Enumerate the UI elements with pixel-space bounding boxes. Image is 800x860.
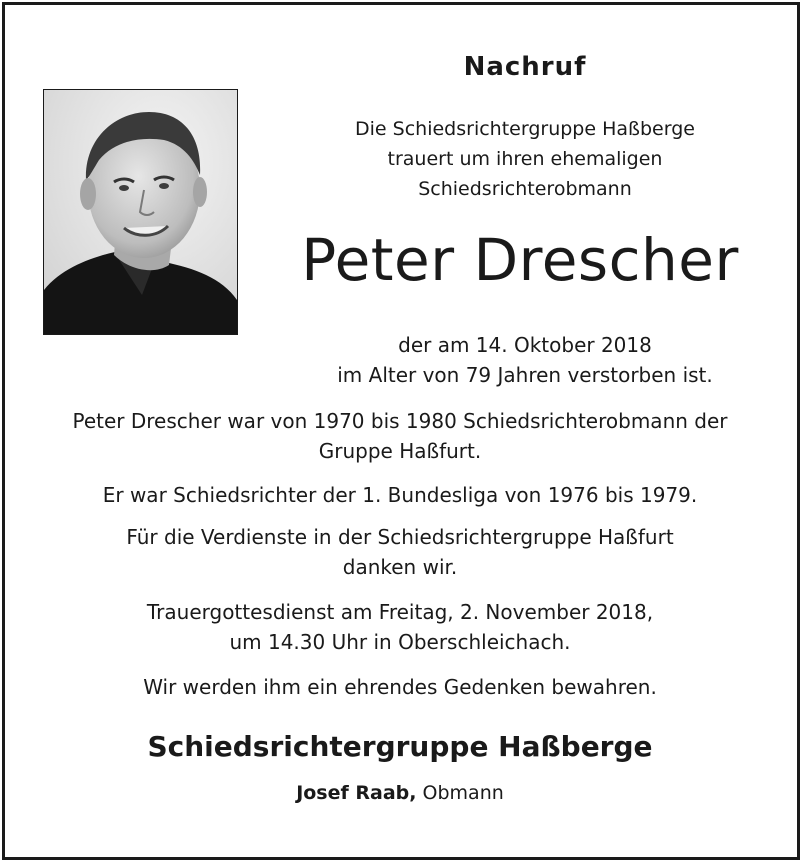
deceased-name: Peter Drescher <box>301 226 739 294</box>
thanks-paragraph <box>0 522 800 582</box>
paragraph-line: um 14.30 Uhr in Oberschleichach. <box>229 630 571 654</box>
paragraph-line: danken wir. <box>342 555 458 579</box>
intro-line: Die Schiedsrichtergruppe Haßberge <box>355 118 695 140</box>
intro-line: Schiedsrichterobmann <box>418 178 632 200</box>
service-paragraph <box>0 597 800 657</box>
paragraph-line: Wir werden ihm ein ehrendes Gedenken bewahren. <box>143 675 657 699</box>
signatory-name: Josef Raab, <box>296 782 417 804</box>
death-line: der am 14. Oktober 2018 <box>398 333 652 357</box>
paragraph-line: Er war Schiedsrichter der 1. Bundesliga von 1976 bis 1979. <box>102 483 698 507</box>
remembrance-paragraph <box>0 672 800 702</box>
intro-text <box>290 114 760 204</box>
paragraph-line: Gruppe Haßfurt. <box>318 439 482 463</box>
paragraph-line: Für die Verdienste in der Schiedsrichtergruppe Haßfurt <box>126 525 674 549</box>
portrait-photo <box>43 89 238 335</box>
signatory-role: Obmann <box>422 782 504 804</box>
signature <box>0 782 800 804</box>
organization-name: Schiedsrichtergruppe Haßberge <box>147 730 653 763</box>
paragraph-line: Trauergottesdienst am Freitag, 2. November 2018, <box>146 600 654 624</box>
death-details <box>290 330 760 390</box>
death-line: im Alter von 79 Jahren verstorben ist. <box>337 363 713 387</box>
notice-title: Nachruf <box>463 52 587 82</box>
paragraph-line: Peter Drescher war von 1970 bis 1980 Schiedsrichterobmann der <box>72 409 728 433</box>
career-paragraph <box>0 406 800 466</box>
intro-line: trauert um ihren ehemaligen <box>387 148 663 170</box>
bundesliga-paragraph <box>0 480 800 510</box>
portrait-photo-image <box>44 90 237 334</box>
